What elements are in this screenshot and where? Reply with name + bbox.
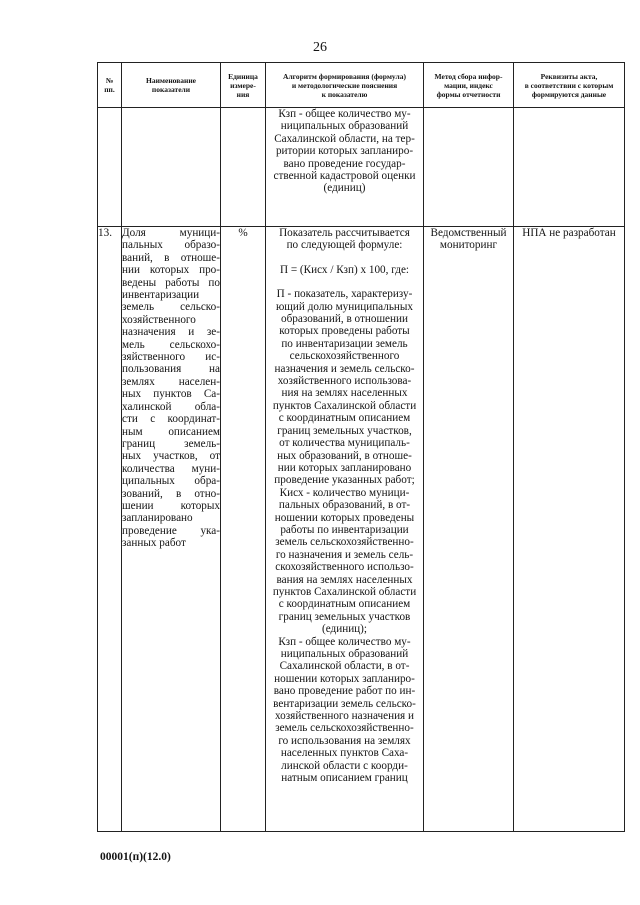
- text-line: ным описанием: [122, 425, 220, 438]
- cell-empty: [221, 108, 266, 227]
- unit-cell: %: [221, 227, 266, 832]
- cell-empty: [122, 108, 221, 227]
- indicator-table: [97, 62, 625, 832]
- text-line: го использования на землях: [278, 734, 411, 747]
- text-line: с координатным описанием: [278, 412, 411, 425]
- text-line: скохозяйственного использо-: [275, 561, 414, 574]
- text-line: П = (Кисх / Кзп) х 100, где:: [279, 263, 410, 276]
- text-line: сти с координат-: [122, 413, 220, 426]
- table-header-row: [98, 63, 625, 108]
- text-line: ниципальных образований: [280, 648, 409, 660]
- page-number: 26: [313, 40, 327, 55]
- text-line: ющий долю муниципальных: [275, 300, 414, 313]
- text-line: ритории которых запланиро-: [275, 145, 414, 158]
- text-line: мониторинг: [439, 239, 498, 252]
- method-cell: [424, 227, 514, 832]
- text-line: хозяйственного: [122, 313, 196, 326]
- text-line: хозяйственного использова-: [277, 375, 412, 388]
- text-line: измере-: [230, 80, 256, 90]
- header-num: [98, 63, 122, 108]
- text-line: (единиц);: [321, 623, 368, 636]
- cell-empty: [98, 108, 122, 227]
- text-line: ведены работы по: [122, 276, 220, 289]
- text-line: от количества муниципаль-: [279, 437, 410, 450]
- text-line: назначения и зе-: [122, 326, 220, 339]
- text-line: вания на землях населенных: [276, 573, 413, 586]
- text-line: (единиц): [323, 182, 366, 195]
- text-line: населенных пунктов Саха-: [280, 747, 409, 760]
- text-line: границ земель-: [122, 437, 220, 450]
- table-row-continuation: [98, 108, 625, 227]
- text-line: инвентаризации: [122, 289, 200, 302]
- text-line: с координатным описанием: [278, 598, 411, 611]
- text-line: пунктов Сахалинской области: [272, 399, 417, 412]
- text-line: пп.: [104, 85, 115, 94]
- text-line: запланировано: [122, 512, 193, 525]
- text-line: Кзп - общее количество му-: [278, 108, 411, 120]
- text-line: ниципальных образований: [280, 120, 409, 133]
- text-line: Сахалинской области, на тер-: [274, 132, 415, 145]
- text-line: назначения и земель сельско-: [274, 362, 415, 375]
- text-line: пальных образо-: [122, 239, 220, 252]
- text-line: показатели: [151, 85, 191, 94]
- text-line: земель сельско-: [122, 301, 220, 314]
- header-method: [424, 63, 514, 108]
- text-line: халинской обла-: [122, 400, 220, 413]
- indicator-name-cell: [122, 227, 221, 832]
- form-code: 00001(п)(12.0): [100, 851, 171, 863]
- text-line: ных пунктов Са-: [122, 388, 220, 401]
- text-line: по инвентаризации земель: [281, 337, 408, 350]
- text-line: ных участков, от: [122, 450, 220, 463]
- header-algorithm: [266, 63, 424, 108]
- text-line: мель сельскохо-: [122, 338, 220, 351]
- text-line: нии которых запланировано: [277, 461, 412, 474]
- text-line: сельскохозяйственного: [289, 350, 400, 363]
- cell-empty: [514, 108, 625, 227]
- text-line: ния: [236, 89, 250, 99]
- text-line: ственной кадастровой оценки: [273, 170, 416, 183]
- text-line: работы по инвентаризации: [280, 523, 409, 536]
- text-line: го назначения и земель сель-: [275, 548, 414, 561]
- text-line: формируются данные: [531, 89, 607, 99]
- text-line: ношении которых проведены: [274, 511, 415, 524]
- text-line: линской области с коорди-: [281, 759, 408, 772]
- text-line: к показателю: [321, 89, 368, 99]
- text-line: земель сельскохозяйственно-: [275, 722, 414, 735]
- text-line: проведение указанных работ;: [274, 474, 415, 487]
- text-line: Доля муници-: [122, 227, 220, 239]
- text-line: №: [105, 76, 114, 85]
- requisites-cell: НПА не разработан: [514, 227, 625, 832]
- text-line: П - показатель, характеризу-: [276, 288, 413, 301]
- text-line: пользования на: [122, 363, 220, 376]
- text-line: Кисх - количество муници-: [279, 486, 410, 499]
- text-line: зяйственного ис-: [122, 351, 220, 364]
- text-line: Метод сбора инфор-: [434, 71, 503, 81]
- text-line: хозяйственного назначения и: [275, 710, 414, 723]
- algorithm-cell: [266, 227, 424, 832]
- text-line: Реквизиты акта,: [540, 71, 598, 81]
- text-line: пальных образований, в от-: [278, 499, 411, 512]
- text-line: проведение ука-: [122, 524, 220, 537]
- text-line: формы отчетности: [436, 89, 501, 99]
- text-line: зований, в отно-: [122, 487, 220, 500]
- text-line: в соответствии с которым: [524, 80, 614, 90]
- text-line: границ земельных участков,: [277, 424, 412, 437]
- text-line: ваний, в отноше-: [122, 251, 220, 264]
- text-line: Наименование: [146, 76, 196, 85]
- text-line: Единица: [228, 71, 258, 81]
- text-line: и методологические пояснения: [291, 80, 398, 90]
- row-number: 13.: [98, 227, 122, 832]
- text-line: количества муни-: [122, 462, 220, 475]
- cell-empty: [424, 108, 514, 227]
- text-line: мации, индекс: [444, 80, 493, 90]
- header-name: [122, 63, 221, 108]
- text-line: Показатель рассчитывается: [279, 227, 410, 239]
- text-line: земель сельскохозяйственно-: [275, 536, 414, 549]
- text-line: Кзп - общее количество му-: [278, 635, 411, 648]
- text-line: ношении которых запланиро-: [274, 672, 415, 685]
- text-line: [266, 276, 423, 288]
- text-line: вентаризации земель сельско-: [273, 697, 416, 710]
- text-line: вано проведение государ-: [283, 157, 406, 170]
- text-line: образований, в отношении: [281, 313, 408, 326]
- text-line: ных образований, в отноше-: [277, 449, 412, 462]
- text-line: Сахалинской области, в от-: [279, 660, 410, 673]
- header-requisites: [514, 63, 625, 108]
- text-line: которых проведены работы: [279, 325, 410, 338]
- text-line: по следующей формуле:: [286, 239, 403, 252]
- text-line: Ведомственный: [430, 227, 507, 239]
- text-line: шении которых: [122, 499, 220, 512]
- text-line: натным описанием границ: [281, 772, 408, 785]
- text-line: землях населен-: [122, 375, 220, 388]
- header-unit: [221, 63, 266, 108]
- text-line: пунктов Сахалинской области: [272, 585, 417, 598]
- text-line: занных работ: [122, 537, 186, 550]
- algorithm-cell: [266, 108, 424, 227]
- table-row-13: [98, 227, 625, 832]
- text-line: Алгоритм формирования (формула): [283, 71, 406, 81]
- text-line: [266, 252, 423, 264]
- text-line: вано проведение работ по ин-: [273, 685, 416, 698]
- text-line: границ земельных участков: [278, 610, 411, 623]
- text-line: нии которых про-: [122, 264, 220, 277]
- text-line: ципальных обра-: [122, 475, 220, 488]
- text-line: ния на землях населенных: [281, 387, 408, 400]
